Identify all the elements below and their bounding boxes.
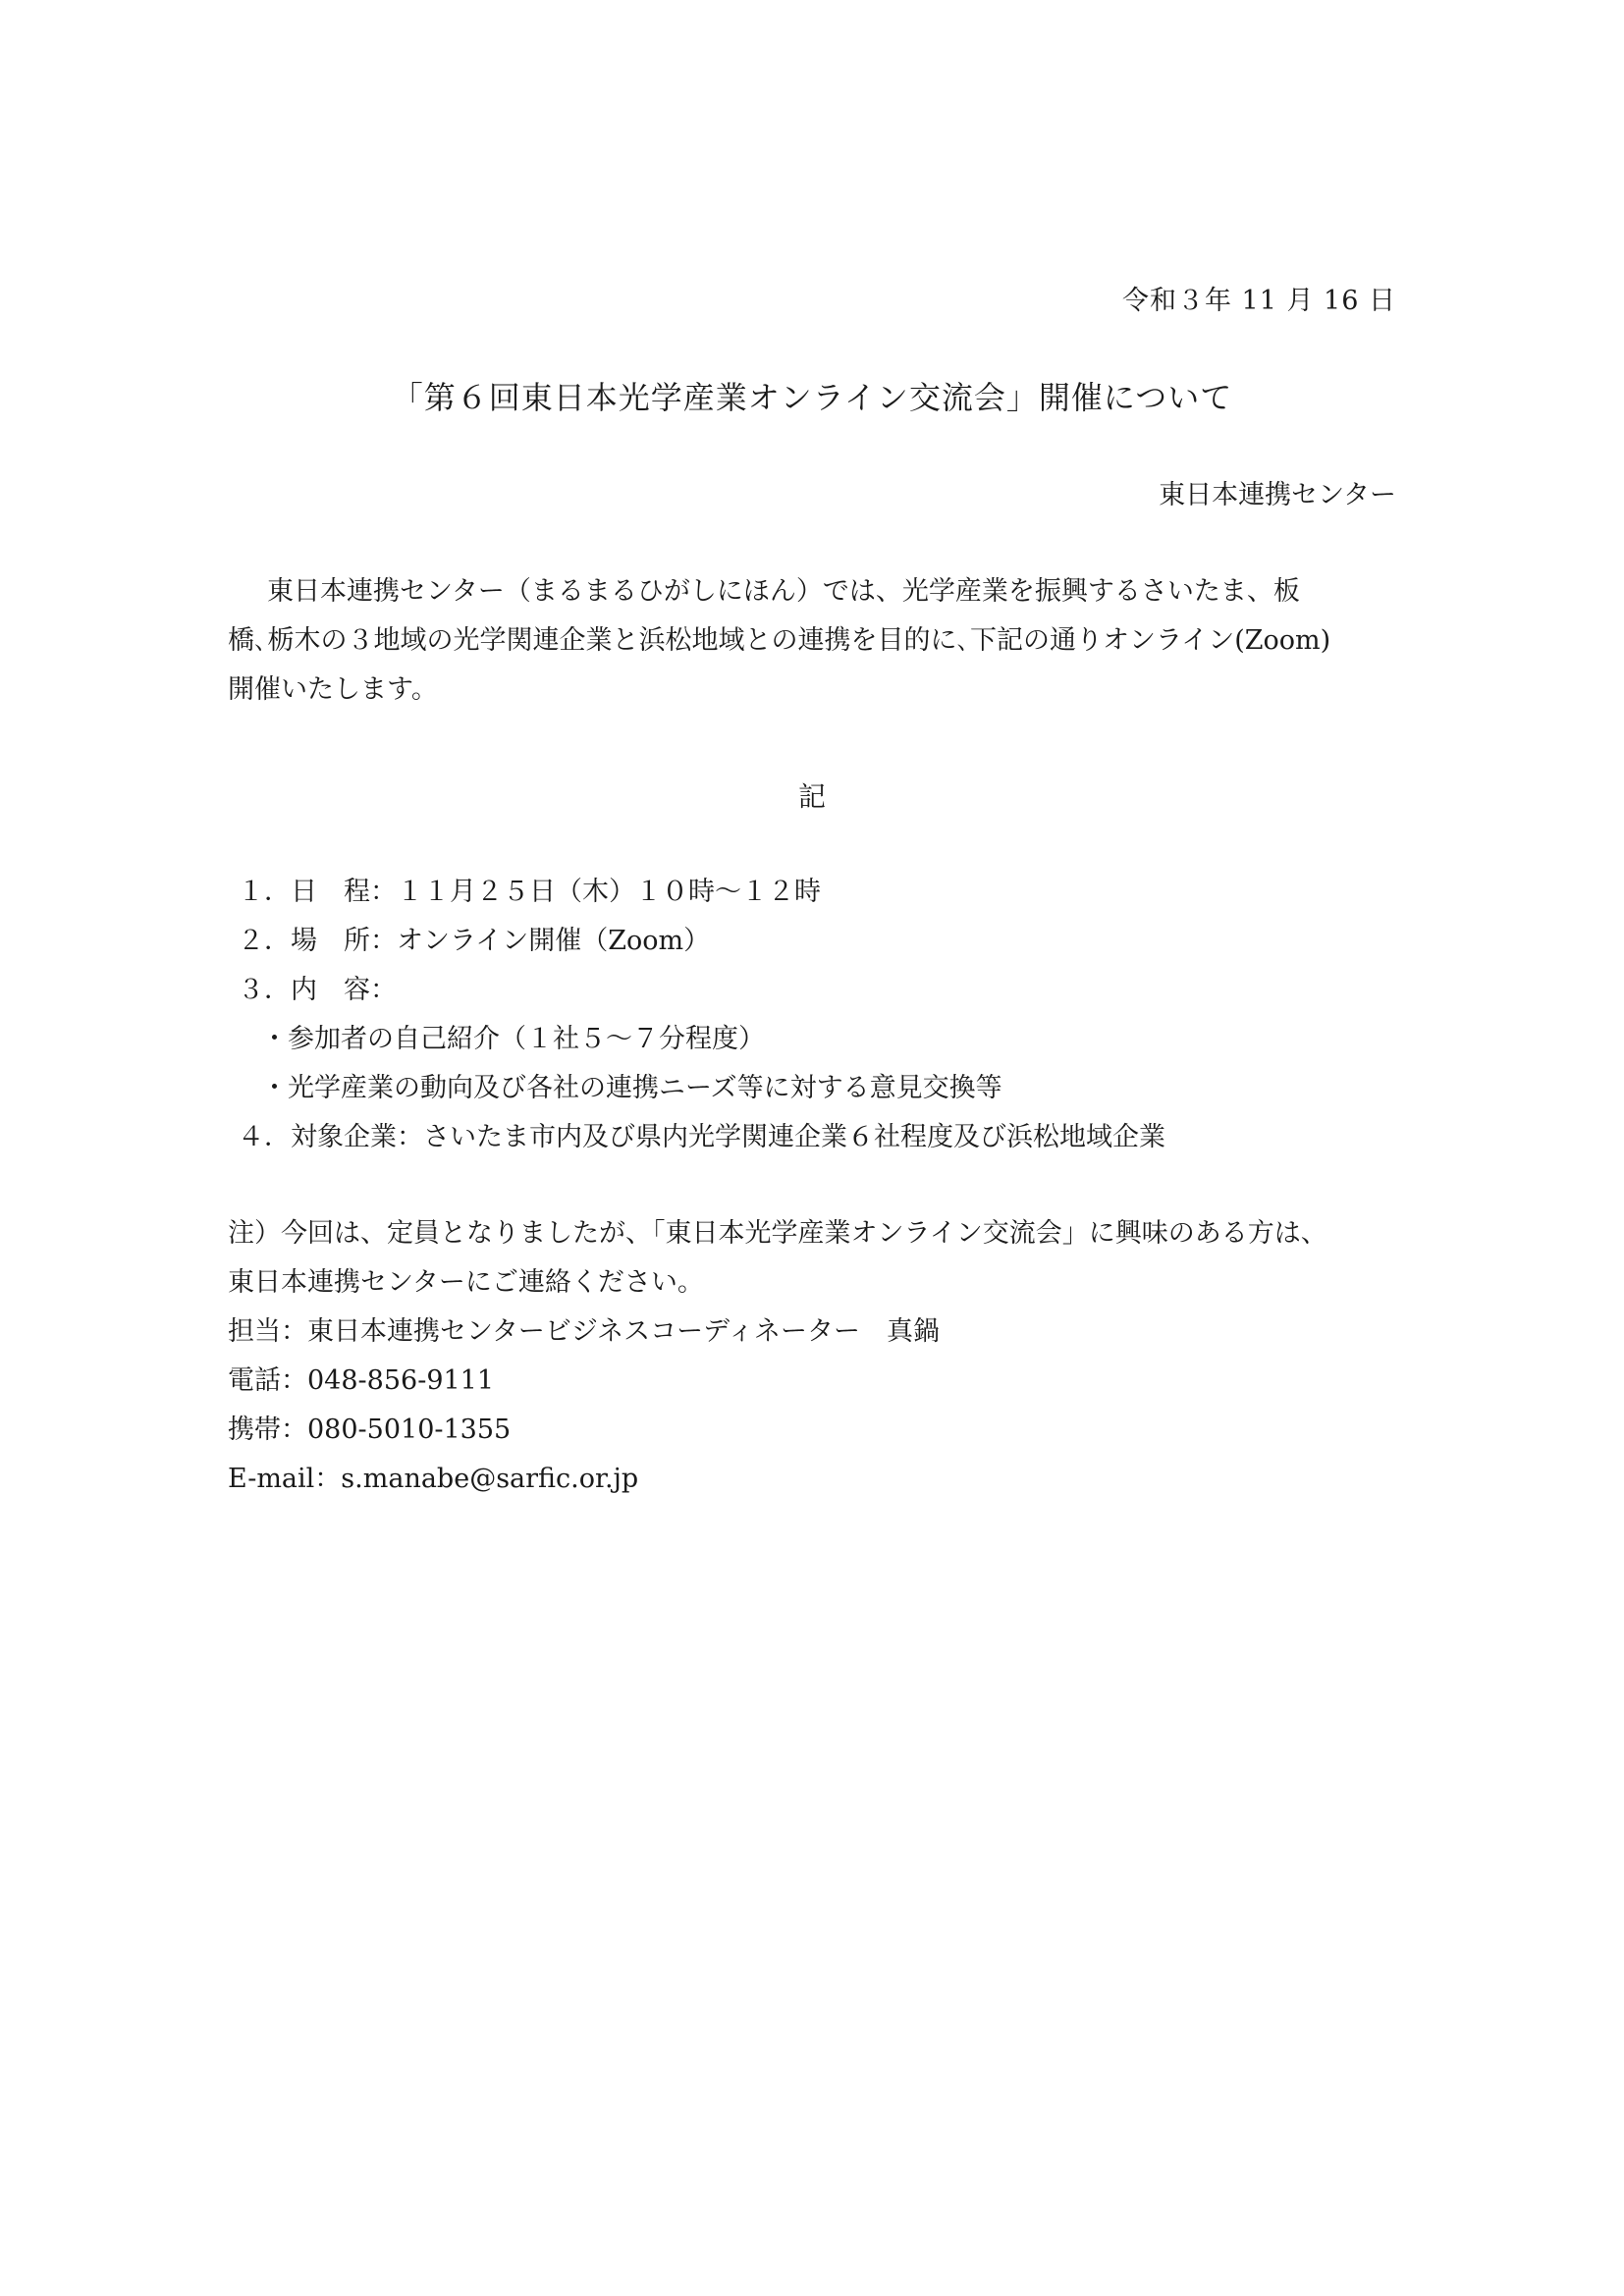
note-line: 注）今回は、定員となりましたが、「東日本光学産業オンライン交流会」に興味のある方は、	[228, 1218, 1327, 1249]
detail-location: ２．場 所：オンライン開催（Zoom）	[238, 926, 711, 956]
contact-mobile: 携帯：080-5010-1355	[228, 1415, 512, 1445]
contact-phone: 電話：048-856-9111	[228, 1365, 495, 1396]
contact-block	[228, 1209, 1327, 1504]
detail-schedule: １．日 程：１１月２５日（木）１０時～１２時	[238, 877, 821, 907]
ki-heading: 記	[797, 780, 826, 813]
document-date: 令和３年 11 月 16 日	[1121, 286, 1396, 316]
document-title: 「第６回東日本光学産業オンライン交流会」開催について	[391, 379, 1233, 416]
detail-target-companies: ４．対象企業：さいたま市内及び県内光学関連企業６社程度及び浜松地域企業	[238, 1122, 1165, 1152]
note-line: 東日本連携センターにご連絡ください。	[228, 1267, 704, 1298]
detail-content-item: ・参加者の自己紹介（１社５～７分程度）	[261, 1024, 765, 1054]
intro-line: 東日本連携センター（まるまるひがしにほん）では、光学産業を振興するさいたま、板	[267, 576, 1300, 607]
intro-line: 橋､栃木の３地域の光学関連企業と浜松地域との連携を目的に､下記の通りオンライン(Zoom)	[228, 625, 1331, 656]
detail-content-item: ・光学産業の動向及び各社の連携ニーズ等に対する意見交換等	[261, 1073, 1002, 1103]
event-details-list	[238, 868, 1165, 1162]
contact-person: 担当：東日本連携センタービジネスコーディネーター 真鍋	[228, 1316, 940, 1347]
contact-email: E-mail：s.manabe@sarfic.or.jp	[228, 1464, 639, 1494]
intro-paragraph	[228, 567, 1396, 715]
document-issuer: 東日本連携センター	[1159, 480, 1396, 510]
intro-line: 開催いたします。	[228, 674, 438, 705]
detail-content: ３．内 容：	[238, 975, 397, 1005]
